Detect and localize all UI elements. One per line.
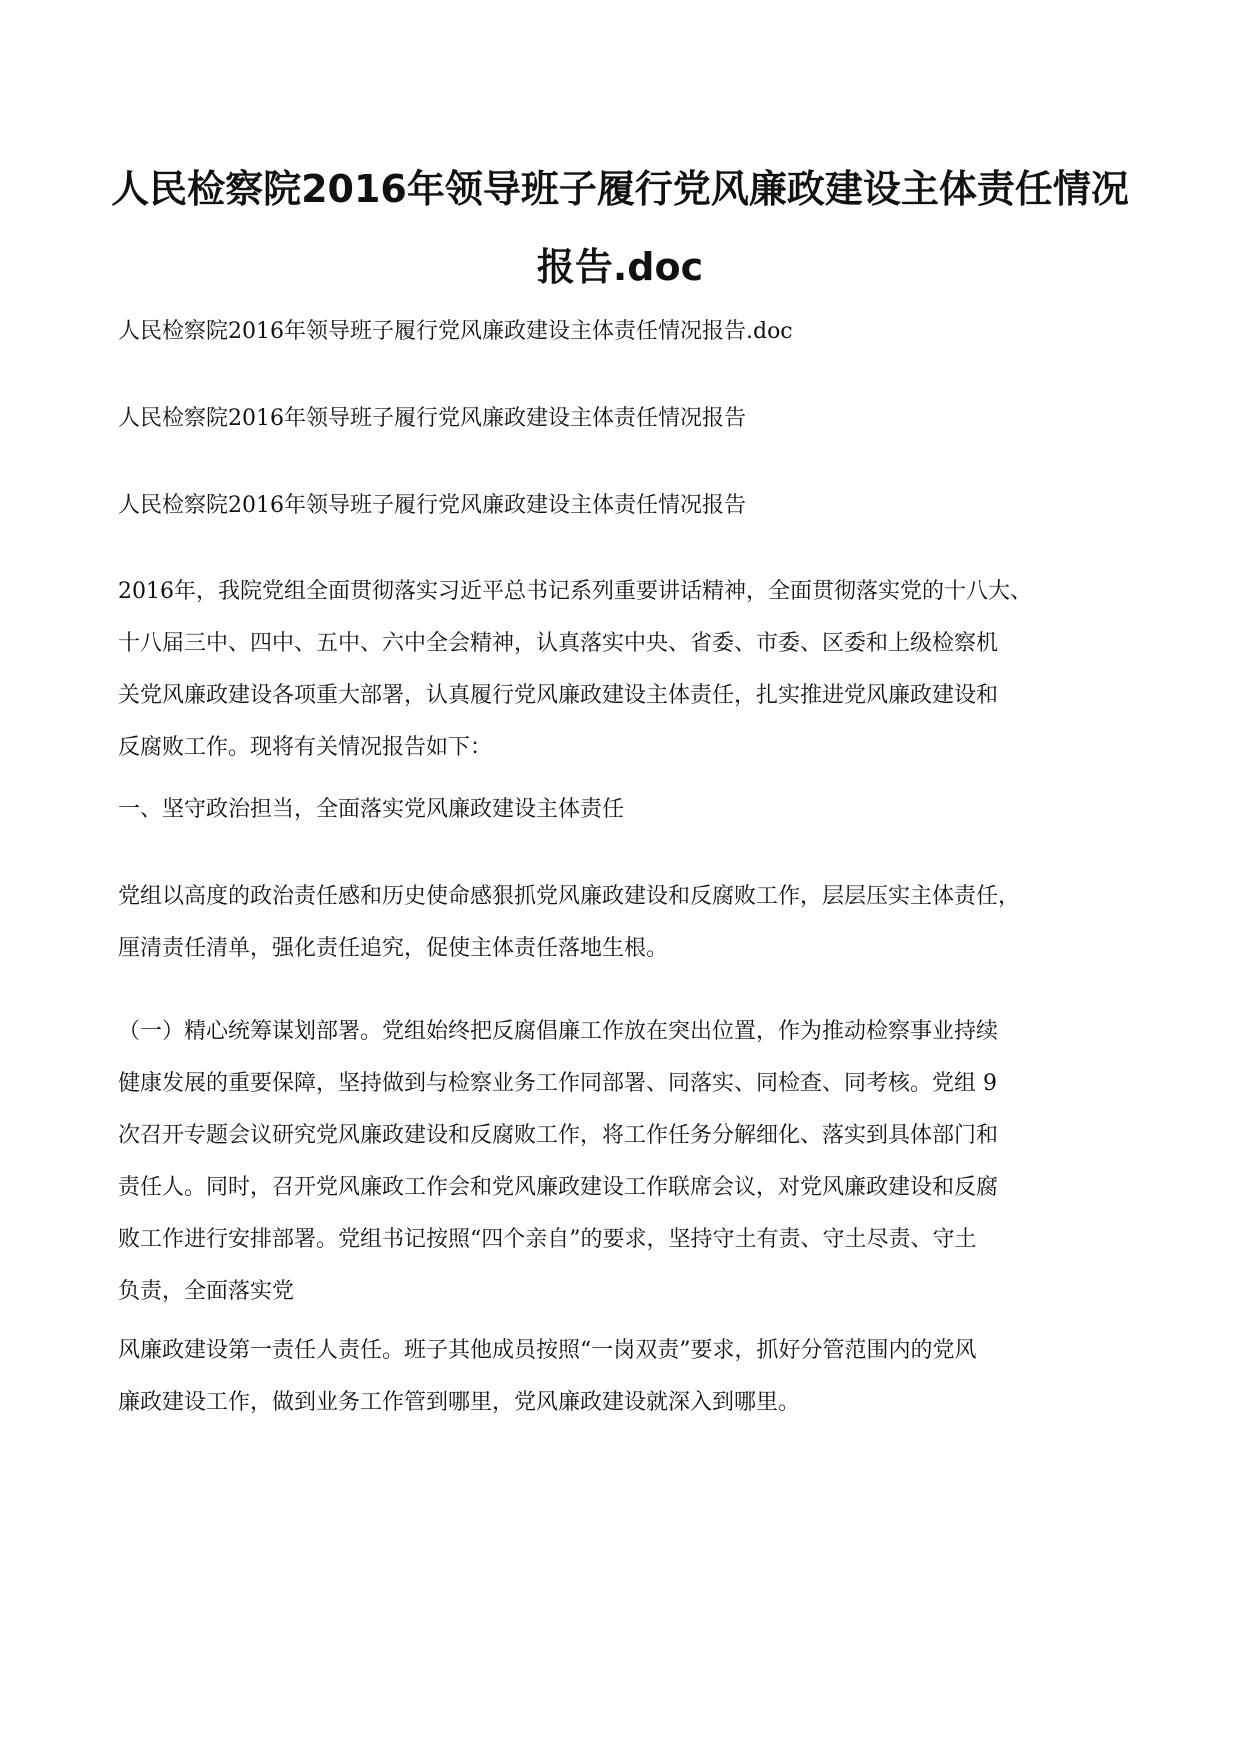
- paragraph-filename: [118, 306, 1122, 358]
- title-line-1: 人民检察院2016年领导班子履行党风廉政建设主体责任情况: [111, 167, 1129, 211]
- paragraph-line: （一）精心统筹谋划部署。党组始终把反腐倡廉工作放在突出位置，作为推动检察事业持续: [118, 1019, 999, 1044]
- paragraph-line: 廉政建设工作，做到业务工作管到哪里，党风廉政建设就深入到哪里。: [118, 1390, 801, 1415]
- paragraph-subtitle: [118, 393, 1122, 445]
- paragraph-subsection-1: [118, 1006, 1122, 1318]
- paragraph-line: 党组以高度的政治责任感和历史使命感狠抓党风廉政建设和反腐败工作，层层压实主体责任，: [118, 884, 1021, 909]
- paragraph-line: 反腐败工作。现将有关情况报告如下：: [118, 735, 493, 760]
- paragraph-section-1-summary: [118, 871, 1122, 975]
- section-heading-1: [118, 784, 1122, 836]
- paragraph-continuation: [118, 1325, 1122, 1429]
- paragraph-line: 人民检察院2016年领导班子履行党风廉政建设主体责任情况报告.doc: [118, 319, 793, 344]
- paragraph-line: 次召开专题会议研究党风廉政建设和反腐败工作，将工作任务分解细化、落实到具体部门和: [118, 1123, 999, 1148]
- paragraph-line: 风廉政建设第一责任人责任。班子其他成员按照“一岗双责”要求，抓好分管范围内的党风: [118, 1338, 977, 1363]
- paragraph-line: 负责，全面落实党: [118, 1279, 295, 1304]
- document-title: [110, 150, 1130, 306]
- paragraph-line: 十八届三中、四中、五中、六中全会精神，认真落实中央、省委、市委、区委和上级检察机: [118, 631, 999, 656]
- paragraph-intro: [118, 566, 1122, 774]
- paragraph-line: 2016年，我院党组全面贯彻落实习近平总书记系列重要讲话精神，全面贯彻落实党的十八大、: [118, 579, 1032, 604]
- paragraph-line: 一、坚守政治担当，全面落实党风廉政建设主体责任: [118, 797, 625, 822]
- paragraph-subtitle-repeat: [118, 480, 1122, 532]
- paragraph-line: 责任人。同时，召开党风廉政工作会和党风廉政建设工作联席会议，对党风廉政建设和反腐: [118, 1175, 999, 1200]
- paragraph-line: 败工作进行安排部署。党组书记按照“四个亲自”的要求，坚持守土有责、守土尽责、守土: [118, 1227, 977, 1252]
- paragraph-line: 健康发展的重要保障，坚持做到与检察业务工作同部署、同落实、同检查、同考核。党组 9: [118, 1071, 997, 1096]
- paragraph-line: 关党风廉政建设各项重大部署，认真履行党风廉政建设主体责任，扎实推进党风廉政建设和: [118, 683, 999, 708]
- paragraph-line: 厘清责任清单，强化责任追究，促使主体责任落地生根。: [118, 936, 669, 961]
- title-line-2: 报告.doc: [536, 245, 704, 289]
- paragraph-line: 人民检察院2016年领导班子履行党风廉政建设主体责任情况报告: [118, 406, 746, 431]
- paragraph-line: 人民检察院2016年领导班子履行党风廉政建设主体责任情况报告: [118, 493, 746, 518]
